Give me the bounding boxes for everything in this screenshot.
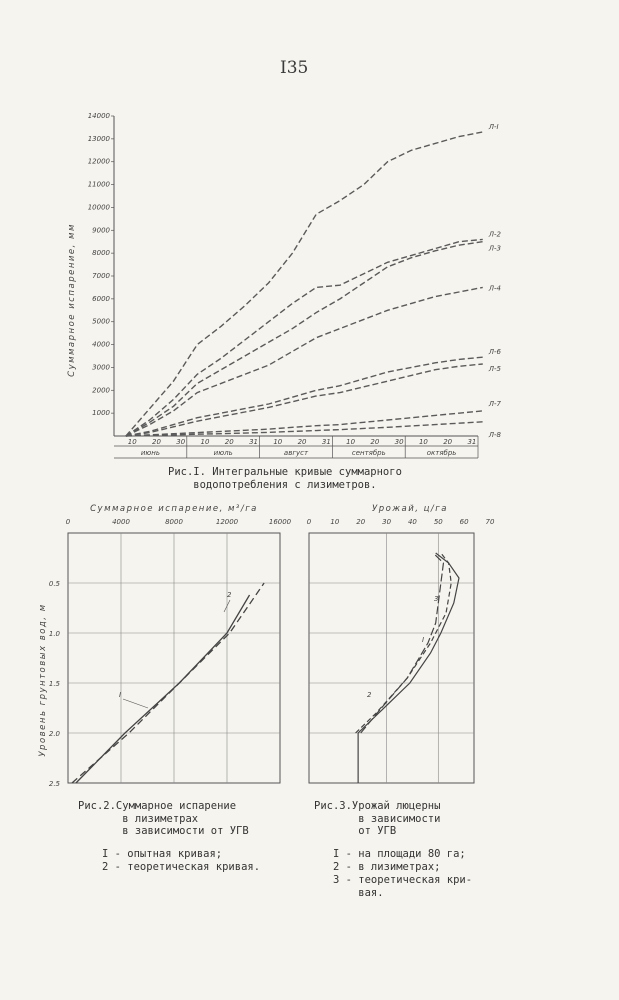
fig3-series-line bbox=[356, 553, 452, 733]
fig3-series-label: 3 bbox=[434, 595, 439, 603]
fig1-day-tick-label: 30 bbox=[394, 438, 404, 446]
fig1-series-label: Л-5 bbox=[488, 365, 502, 373]
fig1-series-line bbox=[126, 287, 483, 436]
fig2-series-label: 2 bbox=[227, 591, 232, 599]
fig3-x-tick-label: 70 bbox=[485, 518, 495, 526]
page-number: I35 bbox=[280, 58, 309, 78]
fig2-legend-item: I - опытная кривая; bbox=[102, 848, 223, 860]
fig1-series-label: Л-4 bbox=[488, 284, 502, 293]
fig1-y-tick-label: 13000 bbox=[87, 134, 110, 143]
fig3-legend-item: 2 - в лизиметрах; bbox=[333, 861, 441, 873]
fig1-day-tick-label: 20 bbox=[152, 438, 161, 446]
fig2-caption: Рис.2.Суммарное испарение в лизиметрах в зависимости от УГВ bbox=[78, 800, 249, 837]
fig1-y-tick-label: 3000 bbox=[92, 363, 110, 372]
fig1-y-tick-label: 12000 bbox=[87, 157, 110, 166]
fig3-legend-item: I - на площади 80 га; bbox=[333, 848, 466, 860]
fig1-day-tick-label: 20 bbox=[443, 438, 453, 446]
fig1-y-tick-label: 6000 bbox=[92, 294, 110, 303]
fig1-y-axis-label: Суммарное испарение, мм bbox=[67, 223, 77, 377]
fig3-x-axis-label: Урожай, ц/га bbox=[372, 504, 448, 514]
fig3-series-label: I bbox=[422, 636, 425, 644]
fig2-y-tick-label: 1.0 bbox=[48, 630, 60, 638]
fig3-x-tick-label: 10 bbox=[330, 518, 340, 526]
fig1-y-tick-label: 9000 bbox=[92, 226, 110, 235]
fig1-month-label: август bbox=[283, 449, 309, 457]
fig3-x-tick-label: 40 bbox=[407, 518, 417, 526]
fig1-day-tick-label: 20 bbox=[370, 438, 380, 446]
fig3-caption: Рис.3.Урожай люцерны в зависимости от УГВ bbox=[314, 800, 441, 837]
fig2-x-tick-label: 0 bbox=[65, 518, 71, 526]
fig1-y-tick-label: 14000 bbox=[87, 112, 110, 120]
fig1-series-line bbox=[126, 242, 483, 436]
fig1-caption: Рис.I. Интегральные кривые суммарного водопотребления с лизиметров. bbox=[168, 466, 402, 491]
fig2-series-line bbox=[76, 595, 250, 783]
fig1-series-label: Л-I bbox=[488, 123, 499, 131]
fig1-y-tick-label: 8000 bbox=[92, 249, 110, 258]
fig2-x-tick-label: 8000 bbox=[165, 518, 183, 526]
fig1-y-tick-label: 1000 bbox=[92, 409, 110, 418]
fig1-series-line bbox=[126, 357, 483, 436]
fig1-series-label: Л-6 bbox=[488, 348, 502, 357]
fig1-series-label: Л-7 bbox=[488, 399, 502, 408]
fig2-x-axis-label: Суммарное испарение, м³/га bbox=[90, 504, 258, 514]
fig1-y-tick-label: 11000 bbox=[87, 180, 110, 189]
fig2-legend-item: 2 - теоретическая кривая. bbox=[102, 861, 261, 873]
fig2-y-tick-label: 2.0 bbox=[48, 730, 60, 738]
fig3-series-line bbox=[361, 553, 444, 733]
fig1-y-tick-label: 10000 bbox=[87, 203, 110, 212]
fig1-month-label: сентябрь bbox=[351, 449, 386, 457]
fig2-x-tick-label: 4000 bbox=[112, 518, 130, 526]
fig1-y-tick-label: 2000 bbox=[92, 386, 110, 395]
fig2-y-tick-label: 1.5 bbox=[48, 680, 60, 688]
fig2-x-tick-label: 12000 bbox=[215, 518, 239, 526]
fig1-day-tick-label: 31 bbox=[321, 438, 331, 446]
fig3-series-line bbox=[358, 553, 459, 783]
fig1-month-label: июнь bbox=[140, 449, 160, 457]
fig1-month-label: октябрь bbox=[426, 449, 457, 457]
fig1-day-tick-label: 10 bbox=[346, 438, 356, 446]
fig1-y-tick-label: 7000 bbox=[92, 272, 110, 280]
fig1-day-tick-label: 31 bbox=[467, 438, 477, 446]
fig1-day-tick-label: 31 bbox=[249, 438, 258, 446]
fig1-y-tick-label: 5000 bbox=[92, 317, 110, 326]
fig2-series-label: I bbox=[119, 691, 122, 699]
fig1-month-label: июль bbox=[213, 449, 233, 457]
fig3-x-tick-label: 30 bbox=[382, 518, 392, 526]
fig2-x-tick-label: 16000 bbox=[268, 518, 292, 526]
fig1-day-tick-label: 30 bbox=[176, 438, 186, 446]
fig3-x-tick-label: 60 bbox=[459, 518, 469, 526]
fig1-y-tick-label: 4000 bbox=[92, 340, 110, 349]
fig1-series-line bbox=[126, 132, 483, 436]
fig1-series-label: Л-8 bbox=[488, 430, 502, 439]
fig3-x-tick-label: 50 bbox=[433, 518, 443, 526]
fig1-series-label: Л-2 bbox=[488, 230, 502, 239]
fig2-label-leader bbox=[123, 699, 148, 708]
fig1-series-label: Л-3 bbox=[488, 244, 502, 253]
fig2-y-tick-label: 2.5 bbox=[48, 780, 60, 788]
fig1-day-tick-label: 20 bbox=[297, 438, 307, 446]
fig1-day-tick-label: 10 bbox=[273, 438, 283, 446]
fig3-x-tick-label: 20 bbox=[356, 518, 366, 526]
fig1-series-line bbox=[126, 422, 483, 436]
fig3-legend-item: 3 - теоретическая кри- вая. bbox=[333, 874, 473, 899]
fig1-series-line bbox=[126, 239, 483, 436]
fig3-x-tick-label: 0 bbox=[306, 518, 312, 526]
fig1-day-tick-label: 10 bbox=[200, 438, 210, 446]
fig1-day-tick-label: 10 bbox=[418, 438, 428, 446]
fig2-y-axis-label: Уровень грунтовых вод, м bbox=[38, 603, 48, 757]
fig2-y-tick-label: 0.5 bbox=[48, 580, 60, 588]
fig1-day-tick-label: 20 bbox=[224, 438, 234, 446]
fig1-day-tick-label: 10 bbox=[127, 438, 137, 446]
fig3-series-label: 2 bbox=[367, 691, 372, 699]
